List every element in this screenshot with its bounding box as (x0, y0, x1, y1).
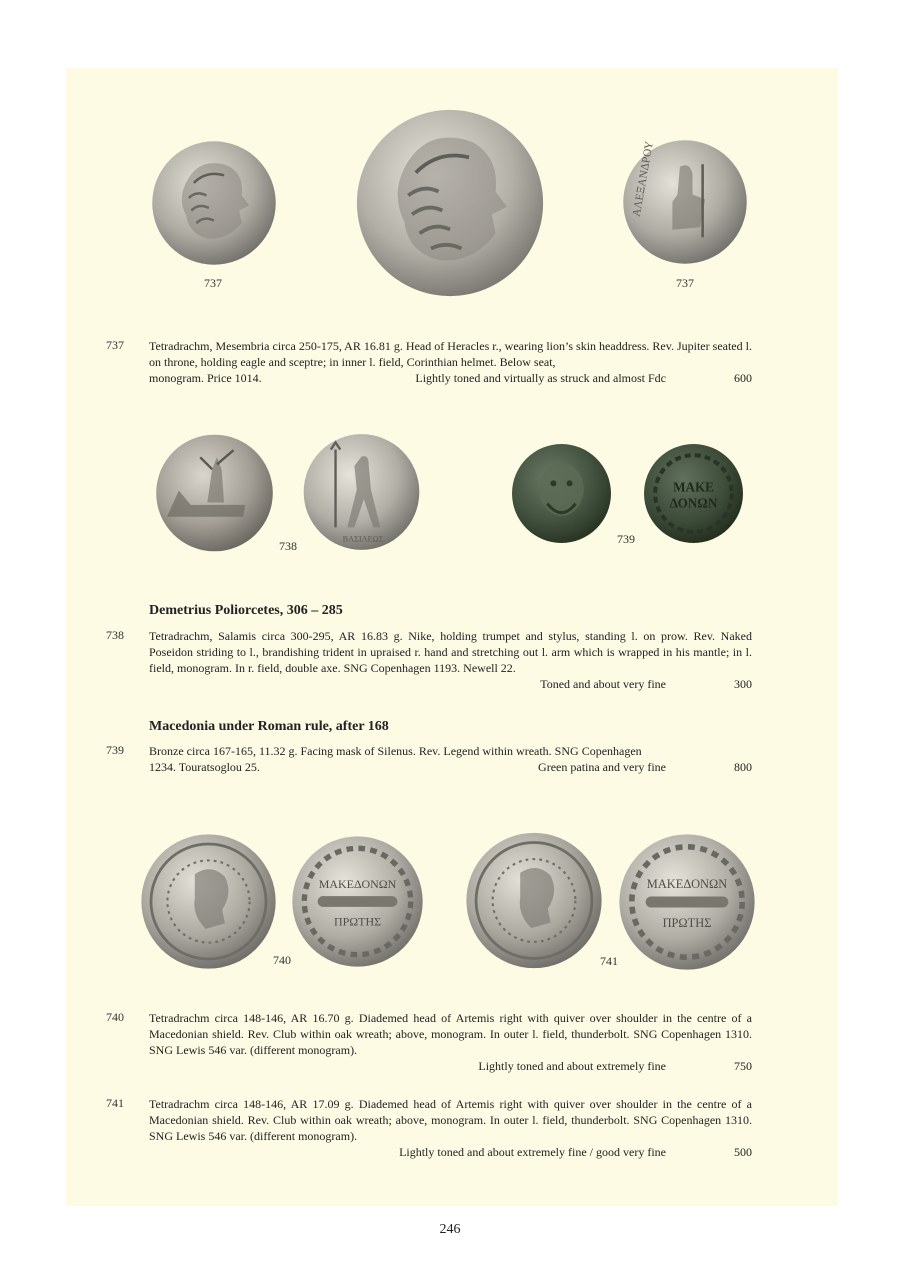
lot-description-741 (149, 1096, 752, 1160)
nike-on-prow-image (155, 433, 274, 553)
lot-number-737: 737 (106, 338, 124, 352)
lot-738-estimate: 300 (734, 677, 752, 691)
artemis-shield-image (465, 831, 603, 970)
club-in-wreath-image (617, 833, 757, 971)
artemis-shield-image (139, 833, 278, 970)
lot-740-estimate: 750 (734, 1059, 752, 1073)
coin-741-obverse (465, 831, 603, 970)
lot-description-739 (149, 743, 752, 775)
legend-within-wreath-image (642, 443, 745, 544)
coin-740-obverse (139, 833, 278, 970)
coin-741-legend-line1: ΜΑΚΕΔΟΝΩΝ (646, 877, 728, 892)
lot-738-body: Tetradrachm, Salamis circa 300-295, AR 16.83 g. Nike, holding trumpet and stylus, standing l. on prow. Rev. Naked Poseidon striding to l., brandishing trident in upraised r. hand and stretching out l. arm which is wrapped in his mantle; in l. field, monogram. In r. field, double axe. SNG Copenhagen 1193. Newell 22. (149, 629, 752, 675)
lot-number-738: 738 (106, 628, 124, 642)
jupiter-seated-image (621, 139, 749, 265)
club-in-wreath-image (289, 835, 426, 968)
lot-740-condition: Lightly toned and about extremely fine (478, 1059, 666, 1073)
coin-739-legend-line2: ΔΟΝΩΝ (669, 495, 718, 511)
plate-label-737-left: 737 (204, 276, 222, 290)
lot-737-body: Tetradrachm, Mesembria circa 250-175, AR 16.81 g. Head of Heracles r., wearing lion’s skin headdress. Rev. Jupiter seated l. on throne, holding eagle and sceptre; in inner l. field, Corinthian helmet. Below seat, (149, 339, 752, 369)
plate-label-739: 739 (617, 532, 635, 546)
coin-737-obverse-large (354, 108, 546, 298)
lot-number-739: 739 (106, 743, 124, 757)
coin-741-legend-line2: ΠΡΩΤΗΣ (662, 915, 712, 930)
plate-label-741: 741 (600, 954, 618, 968)
lot-738-condition: Toned and about very fine (540, 677, 666, 691)
coin-739-legend-line1: ΜΑΚΕ (673, 479, 714, 495)
lot-737-estimate: 600 (734, 371, 752, 385)
coin-741-reverse (617, 833, 757, 971)
plate-label-737-right: 737 (676, 276, 694, 290)
coin-737-legend: ΑΛΕΞΑΝΔΡΟΥ (630, 140, 656, 218)
coin-738-obverse (155, 433, 274, 553)
lot-description-737 (149, 338, 752, 386)
lot-741-body: Tetradrachm circa 148-146, AR 17.09 g. Diademed head of Artemis right with quiver over shoulder in the centre of a Macedonian shield. Rev. Club within oak wreath; above, monogram. In outer l. field, thunderbolt. SNG Copenhagen 1310. SNG Lewis 546 var. (different monogram). (149, 1097, 752, 1143)
page-number: 246 (439, 1222, 461, 1237)
section-heading-demetrius: Demetrius Poliorcetes, 306 – 285 (149, 603, 343, 618)
plate-label-738: 738 (279, 539, 297, 553)
lot-741-condition: Lightly toned and about extremely fine / good very fine (399, 1145, 666, 1159)
poseidon-striding-image (301, 433, 422, 551)
lot-739-estimate: 800 (734, 760, 752, 774)
coin-738-reverse (301, 433, 422, 551)
plate-label-740: 740 (273, 953, 291, 967)
lot-number-740: 740 (106, 1010, 124, 1024)
heracles-head-enlarged-image (354, 108, 546, 298)
coin-738-legend: ΒΑΣΙΛΕΩΣ (342, 534, 384, 544)
section-heading-macedonia: Macedonia under Roman rule, after 168 (149, 719, 389, 734)
lot-739-body: Bronze circa 167-165, 11.32 g. Facing mask of Silenus. Rev. Legend within wreath. SNG Copenhagen (149, 744, 642, 758)
heracles-head-image (150, 140, 278, 266)
lot-description-740 (149, 1010, 752, 1074)
lot-number-741: 741 (106, 1096, 124, 1110)
coin-740-reverse (289, 835, 426, 968)
lot-description-738 (149, 628, 752, 692)
coin-737-obverse-small (150, 140, 278, 266)
lot-739-condition: Green patina and very fine (538, 760, 666, 774)
coin-739-reverse (642, 443, 745, 544)
coin-737-reverse (621, 139, 749, 265)
lot-737-condition: Lightly toned and virtually as struck and almost Fdc (415, 371, 666, 385)
coin-740-legend-line2: ΠΡΩΤΗΣ (333, 914, 382, 929)
lot-740-body: Tetradrachm circa 148-146, AR 16.70 g. Diademed head of Artemis right with quiver over shoulder in the centre of a Macedonian shield. Rev. Club within oak wreath; above, monogram. In outer l. field, thunderbolt. SNG Copenhagen 1310. SNG Lewis 546 var. (different monogram). (149, 1011, 752, 1057)
lot-741-estimate: 500 (734, 1145, 752, 1159)
lot-737-tail: monogram. Price 1014. (149, 371, 262, 385)
silenus-mask-image (509, 443, 614, 544)
lot-739-tail: 1234. Touratsoglou 25. (149, 760, 260, 774)
coin-739-obverse (509, 443, 614, 544)
coin-740-legend-line1: ΜΑΚΕΔΟΝΩΝ (318, 877, 397, 892)
